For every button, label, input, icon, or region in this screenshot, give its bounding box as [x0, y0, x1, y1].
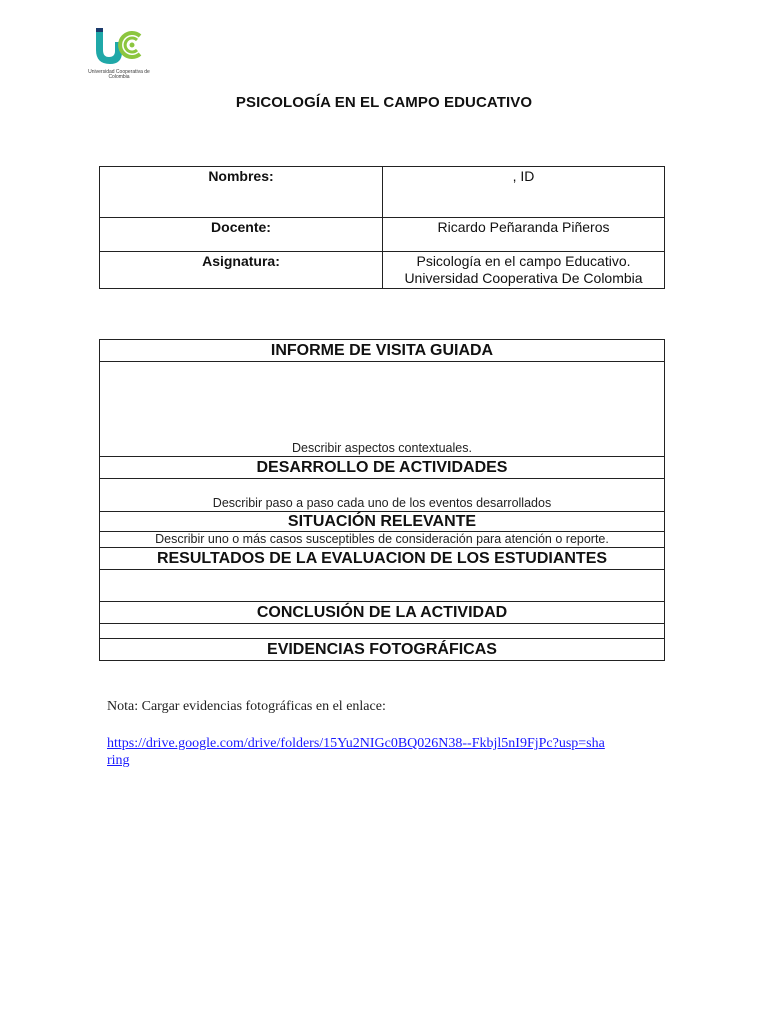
report-table	[99, 339, 665, 661]
university-logo	[88, 24, 150, 86]
asignatura-label: Asignatura:	[100, 252, 383, 289]
situacion-header: SITUACIÓN RELEVANTE	[100, 512, 665, 532]
info-row-asignatura	[100, 252, 665, 289]
info-row-nombres	[100, 167, 665, 218]
docente-label: Docente:	[100, 218, 383, 252]
situacion-description: Describir uno o más casos susceptibles de consideración para atención o reporte.	[100, 532, 665, 548]
asignatura-value-line-1: Psicología en el campo Educativo.	[416, 253, 631, 269]
note-text: Nota: Cargar evidencias fotográficas en el enlace:	[107, 699, 386, 714]
asignatura-value	[383, 252, 665, 289]
asignatura-value-line-2: Universidad Cooperativa De Colombia	[404, 270, 643, 286]
drive-link[interactable]: https://drive.google.com/drive/folders/15Yu2NIGc0BQ026N38--Fkbjl5nI9FjPc?usp=sharing	[107, 736, 605, 768]
info-row-docente	[100, 218, 665, 252]
nombres-label: Nombres:	[100, 167, 383, 218]
desarrollo-header: DESARROLLO DE ACTIVIDADES	[100, 457, 665, 479]
nombres-value: , ID	[383, 167, 665, 218]
info-table	[99, 166, 665, 289]
logo-caption: Universidad Cooperativa de Colombia	[88, 69, 150, 80]
ucc-logo-icon	[88, 24, 150, 70]
resultados-header: RESULTADOS DE LA EVALUACION DE LOS ESTUDIANTES	[100, 548, 665, 570]
docente-value: Ricardo Peñaranda Piñeros	[383, 218, 665, 252]
informe-description: Describir aspectos contextuales.	[100, 362, 665, 457]
resultados-content	[100, 570, 665, 602]
conclusion-content	[100, 624, 665, 639]
desarrollo-description: Describir paso a paso cada uno de los eventos desarrollados	[100, 479, 665, 512]
evidencias-header: EVIDENCIAS FOTOGRÁFICAS	[100, 639, 665, 661]
informe-header: INFORME DE VISITA GUIADA	[100, 340, 665, 362]
conclusion-header: CONCLUSIÓN DE LA ACTIVIDAD	[100, 602, 665, 624]
document-title: PSICOLOGÍA EN EL CAMPO EDUCATIVO	[235, 94, 533, 111]
